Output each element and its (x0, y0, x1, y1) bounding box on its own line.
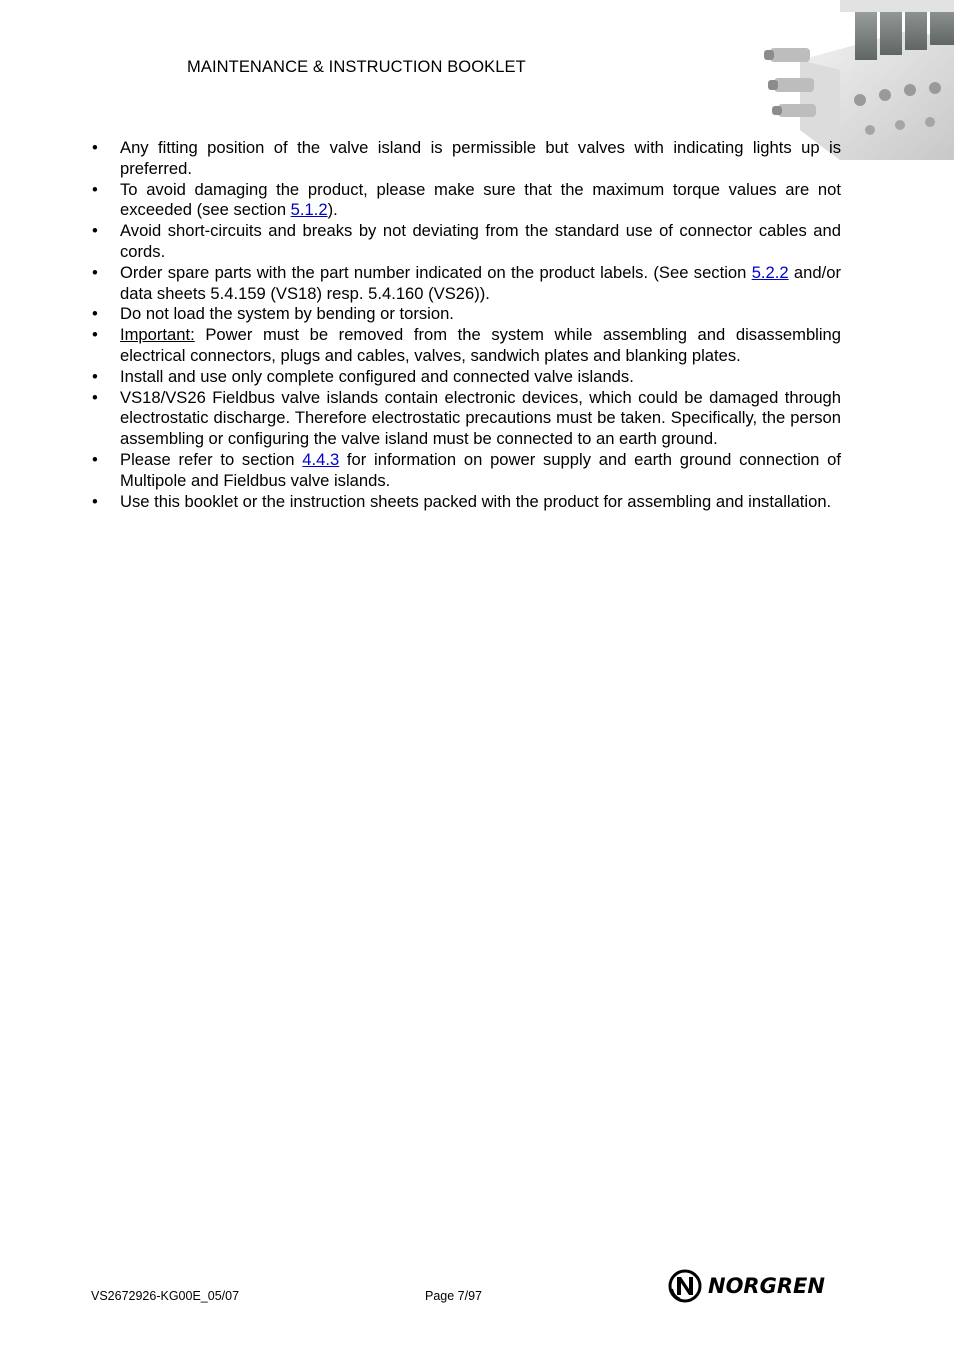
header-title: MAINTENANCE & INSTRUCTION BOOKLET (187, 58, 526, 76)
item-text: Any fitting position of the valve island is permissible but valves with indicating lights up is preferred. (120, 138, 841, 178)
item-text: Use this booklet or the instruction sheets packed with the product for assembling and installation. (120, 491, 832, 511)
list-item (92, 180, 841, 222)
list-item (92, 450, 841, 492)
bullet-icon: • (92, 262, 98, 282)
norgren-logo (668, 1267, 844, 1305)
list-item (92, 221, 841, 263)
bullet-icon: • (92, 179, 98, 199)
item-text: To avoid damaging the product, please make sure that the maximum torque values are not exceeded (see section (120, 179, 841, 220)
bullet-icon: • (92, 221, 98, 241)
section-link[interactable]: 5.1.2 (290, 200, 328, 220)
item-text-tail: and/or data sheets 5.4.159 (VS18) resp. 5.4.160 (VS26)). (120, 262, 841, 303)
item-text-tail: for information on power supply and earth ground connection of Multipole and Fieldbus valve islands. (120, 449, 841, 490)
section-link[interactable]: 5.2.2 (751, 262, 789, 282)
item-text: Do not load the system by bending or torsion. (120, 304, 454, 324)
document-code: VS2672926-KG00E_05/07 (91, 1289, 240, 1303)
item-text-tail: ). (327, 200, 338, 220)
list-item (92, 304, 841, 325)
list-item (92, 263, 841, 305)
section-link[interactable]: 4.4.3 (302, 449, 340, 469)
bullet-icon: • (92, 387, 98, 407)
item-text: Install and use only complete configured and connected valve islands. (120, 366, 634, 386)
item-text: Please refer to section (120, 449, 303, 469)
page-number: Page 7/97 (425, 1289, 482, 1303)
list-item (92, 388, 841, 450)
valve-island-image (760, 0, 954, 160)
item-text: Power must be removed from the system while assembling and disassembling electrical connectors, plugs and cables, valves, sandwich plates and blanking plates. (120, 325, 841, 365)
bullet-icon: • (92, 491, 98, 511)
item-text: Order spare parts with the part number indicated on the product labels. (See section (120, 262, 752, 282)
bullet-icon: • (92, 304, 98, 324)
item-text: Avoid short-circuits and breaks by not deviating from the standard use of connector cables and cords. (120, 221, 841, 261)
list-item (92, 492, 841, 513)
list-item (92, 325, 841, 367)
brand-text: NORGREN (708, 1274, 825, 1298)
list-item (92, 138, 841, 180)
important-label: Important: (120, 325, 195, 345)
instruction-list (92, 138, 841, 512)
list-item (92, 367, 841, 388)
bullet-icon: • (92, 449, 98, 469)
bullet-icon: • (92, 366, 98, 386)
item-text: VS18/VS26 Fieldbus valve islands contain electronic devices, which could be damaged through electrostatic discharge. Therefore electrostatic precautions must be taken. Specifically, the person assembling or configuring the valve island must be connected to an earth ground. (120, 387, 841, 449)
bullet-icon: • (92, 325, 98, 345)
bullet-icon: • (92, 138, 98, 157)
